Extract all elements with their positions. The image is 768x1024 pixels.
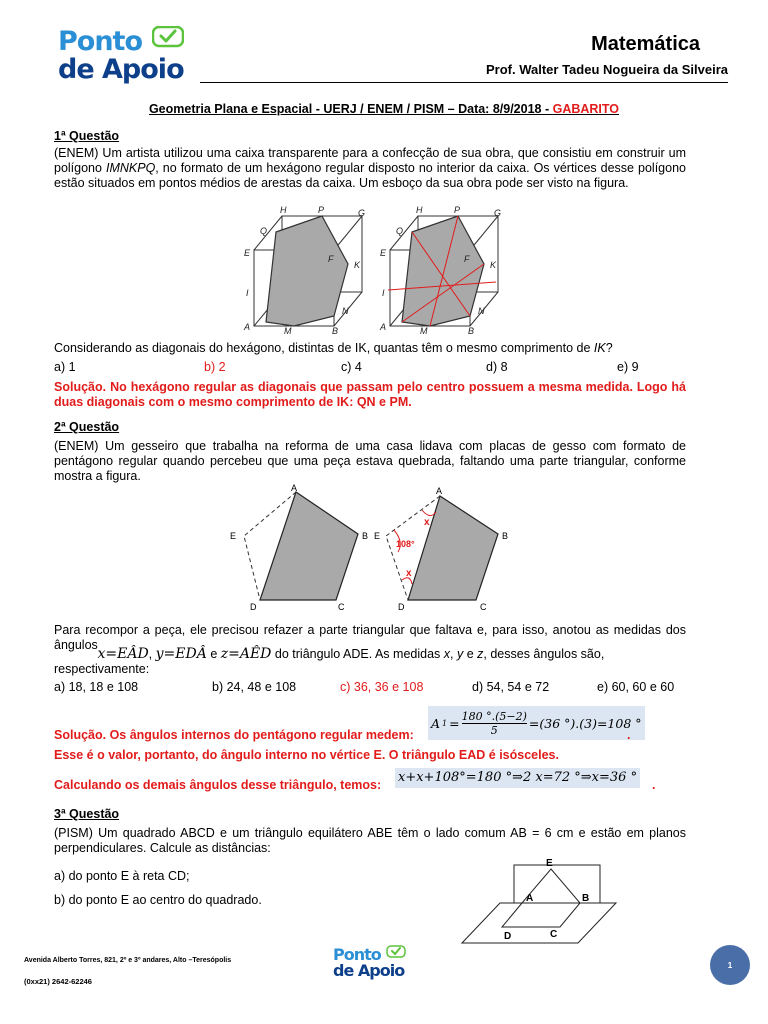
logo-line1: Ponto <box>58 26 143 57</box>
q2-option-b[interactable]: b) 24, 48 e 108 <box>212 680 297 694</box>
q2-heading: 2ª Questão <box>54 420 120 434</box>
q1-stem: (ENEM) Um artista utilizou uma caixa transparente para a confecção de sua obra, que consistiu em construir um polígono IMNKPQ, no formato de um hexágono regular disposto no interior da caixa. Os vértices desse polígono estão situados em pontos médios de arestas da caixa. Um esboço da sua obra pode ser visto na figura. <box>54 146 686 190</box>
q2-period-1: . <box>627 728 631 742</box>
q1-option-c[interactable]: c) 4 <box>341 360 362 374</box>
q2-solution-3: Calculando os demais ângulos desse triângulo, temos: <box>54 778 382 792</box>
footer-address: Avenida Alberto Torres, 821, 2º e 3º andares, Alto –Teresópolis <box>24 957 232 964</box>
svg-text:A: A <box>436 486 443 496</box>
footer-logo: Ponto de Apoio <box>333 945 405 980</box>
svg-text:P: P <box>454 205 461 215</box>
eq-y: y=EDÂ <box>155 646 207 662</box>
label-P: P <box>318 205 325 215</box>
svg-text:A: A <box>380 322 387 332</box>
svg-text:K: K <box>490 260 497 270</box>
horizontal-plane <box>462 903 616 943</box>
q2-option-c[interactable]: c) 36, 36 e 108 <box>340 680 424 694</box>
q2-solution-2: Esse é o valor, portanto, do ângulo interno no vértice E. O triângulo EAD é isósceles. <box>54 748 559 762</box>
svg-text:N: N <box>478 306 485 316</box>
q1-option-b[interactable]: b) 2 <box>204 360 226 374</box>
footer-check-icon <box>386 945 406 959</box>
q2-option-e[interactable]: e) 60, 60 e 60 <box>597 680 675 694</box>
label-C: C <box>338 602 345 612</box>
label-N: N <box>342 306 349 316</box>
label-B: B <box>582 893 590 904</box>
svg-text:C: C <box>480 602 487 612</box>
label-M: M <box>284 326 292 336</box>
eq-z: z=AÊD <box>220 646 272 662</box>
svg-text:I: I <box>382 288 385 298</box>
pentagon-left <box>230 483 368 612</box>
label-A: A <box>291 483 298 493</box>
q1-question: Considerando as diagonais do hexágono, distintas de IK, quantas têm o mesmo comprimento de IK? <box>54 341 613 355</box>
q3-item-a: a) do ponto E à reta CD; <box>54 869 190 883</box>
logo-line2: de Apoio <box>58 54 184 85</box>
page-number-badge <box>710 945 750 985</box>
square-abcd <box>502 903 580 927</box>
label-E: E <box>244 248 251 258</box>
label-Q: Q <box>260 226 268 236</box>
svg-text:F: F <box>464 254 470 264</box>
subject-title: Matemática <box>591 33 700 55</box>
q1-option-d[interactable]: d) 8 <box>486 360 508 374</box>
label-E: E <box>546 858 553 869</box>
hexagon-left <box>266 216 348 326</box>
label-K: K <box>354 260 361 270</box>
svg-text:M: M <box>420 326 428 336</box>
q3-heading: 3ª Questão <box>54 807 120 821</box>
q1-option-a[interactable]: a) 1 <box>54 360 76 374</box>
q2-text-b: x=EÂD, y=EDÂ e z=AÊD do triângulo ADE. As medidas x, y e z, desses ângulos são, respectivamente: <box>54 646 605 676</box>
exam-title: Geometria Plana e Espacial - UERJ / ENEM / PISM – Data: 8/9/2018 - GABARITO <box>148 102 620 116</box>
page-number: 1 <box>727 960 733 970</box>
label-D: D <box>250 602 257 612</box>
label-E: E <box>230 531 237 541</box>
q2-option-a[interactable]: a) 18, 18 e 108 <box>54 680 139 694</box>
svg-text:E: E <box>380 248 387 258</box>
svg-text:Q: Q <box>396 226 404 236</box>
label-A: A <box>244 322 251 332</box>
q1-heading: 1ª Questão <box>54 129 120 143</box>
q1-option-e[interactable]: e) 9 <box>617 360 639 374</box>
teacher-name: Prof. Walter Tadeu Nogueira da Silveira <box>485 62 728 77</box>
q2-period-2: . <box>652 778 656 792</box>
header-rule <box>200 82 728 83</box>
q2-equation-2: x+x+108°=180 °⇒2 x=72 °⇒x=36 ° <box>395 768 640 788</box>
q2-figure <box>226 482 522 614</box>
q1-solution: Solução. No hexágono regular as diagonais que passam pelo centro possuem a mesma medida. Logo há duas diagonais com o mesmo comprimento de IK: QN e PM. <box>54 380 686 409</box>
angle-x-bottom: x <box>406 568 412 579</box>
label-A: A <box>526 893 534 904</box>
svg-text:B: B <box>468 326 475 336</box>
q2-equation-1: A 1 = $\frac{180 ^\circ.(5-2)}{5}$ =(36 °).(3)=108 ° <box>428 706 645 740</box>
label-C: C <box>550 929 558 940</box>
svg-text:D: D <box>398 602 405 612</box>
eq-x: x=EÂD <box>97 646 149 662</box>
angle-x-top: x <box>424 517 430 528</box>
q2-text-a: Para recompor a peça, ele precisou refazer a parte triangular que faltava e, para isso, anotou as medidas dos ângulos <box>54 623 686 652</box>
q2-solution-1: Solução. Os ângulos internos do pentágono regular medem: <box>54 728 414 742</box>
label-B: B <box>362 531 369 541</box>
check-icon <box>152 26 184 50</box>
q3-stem: (PISM) Um quadrado ABCD e um triângulo equilátero ABE têm o lado comum AB = 6 cm e estão em planos perpendiculares. Calcule as distâncias: <box>54 826 686 855</box>
label-F: F <box>328 254 334 264</box>
svg-text:H: H <box>416 205 423 215</box>
angle-108: 108° <box>396 539 415 549</box>
hexagon-right <box>402 216 484 326</box>
q2-stem: (ENEM) Um gesseiro que trabalha na reforma de uma casa lidava com placas de gesso com formato de pentágono regular quando percebeu que uma peça estava quebrada, faltando uma parte triangular, conforme mostra a figura. <box>54 439 686 483</box>
gabarito-label: GABARITO <box>552 102 620 116</box>
label-G: G <box>358 208 366 218</box>
q1-figure <box>238 204 510 336</box>
label-B: B <box>332 326 339 336</box>
svg-text:G: G <box>494 208 502 218</box>
label-I: I <box>246 288 249 298</box>
svg-text:B: B <box>502 531 509 541</box>
q3-figure <box>460 855 620 950</box>
q3-item-b: b) do ponto E ao centro do quadrado. <box>54 893 262 907</box>
label-D: D <box>504 931 512 942</box>
pentagon-right <box>374 486 508 612</box>
q2-option-d[interactable]: d) 54, 54 e 72 <box>472 680 550 694</box>
svg-text:E: E <box>374 531 381 541</box>
footer-phone: (0xx21) 2642-62246 <box>24 977 92 986</box>
label-H: H <box>280 205 287 215</box>
